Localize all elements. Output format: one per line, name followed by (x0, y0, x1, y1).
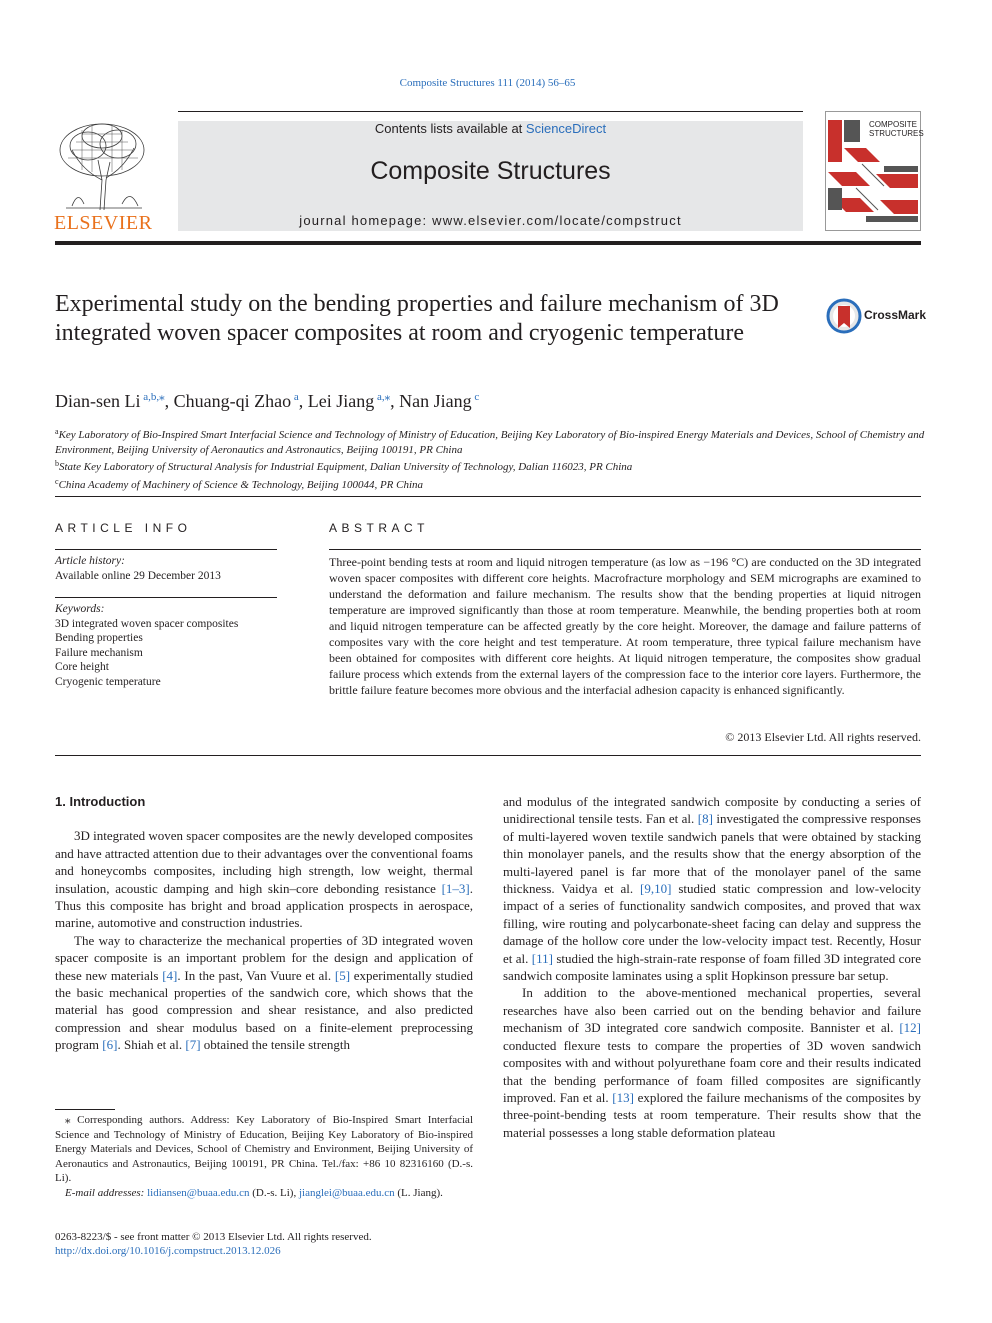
divider (55, 755, 921, 756)
keywords (55, 602, 277, 689)
reference-link[interactable]: [9,10] (640, 881, 672, 897)
keyword-item: Bending properties (55, 632, 143, 644)
author-name: Lei Jiang (307, 391, 375, 411)
bottom-meta (55, 1230, 555, 1258)
crossmark-icon (826, 298, 862, 334)
author-affiliation-mark[interactable]: a,⁎ (374, 391, 391, 403)
corresponding-author-note: ⁎ Corresponding authors. Address: Key Laboratory of Bio-Inspired Smart Interfacial Science and Technology of Ministry of Education, Beijing Key Laboratory of Bio-inspired Energy Materials and Devices, School of Chemistry and Environment, Beijing University of Aeronautics and Astronautics, Beijing 100191, PR China. Tel./fax: +86 10 82316160 (D.-s. Li). (55, 1114, 473, 1184)
reference-link[interactable]: [4] (162, 967, 178, 983)
contents-prefix: Contents lists available at (374, 121, 526, 136)
divider (55, 496, 921, 497)
text-run: conducted flexure tests to compare the properties of 3D woven sandwich composites with and without polyurethane foam core and their results indicated that the bending performance of foam filled composites are significantly improved. Fan et al. (503, 1037, 921, 1105)
doi-link[interactable]: http://dx.doi.org/10.1016/j.compstruct.2013.12.026 (55, 1245, 281, 1257)
article-info-heading: ARTICLE INFO (55, 521, 192, 535)
affiliation-item (55, 457, 925, 475)
email-owner: (L. Jiang). (394, 1186, 443, 1199)
elsevier-tree-icon (52, 120, 156, 212)
keyword-item: Cryogenic temperature (55, 675, 161, 688)
text-run: The way to characterize the mechanical properties of 3D integrated woven spacer composite is an important problem for the design and application of these new materials (55, 932, 473, 983)
article-history (55, 554, 277, 583)
section-heading: 1. Introduction (55, 794, 146, 809)
elsevier-wordmark: ELSEVIER (54, 212, 153, 234)
abstract-text: Three-point bending tests at room and liquid nitrogen temperature (as low as −196 °C) are conducted on the 3D integrated woven spacer composites with different core heights. Macrofracture morphology and SEM micrographs are examined to understand the deformation and failure mechanism. The results show that the bending properties at liquid nitrogen temperature are improved significantly than those at room temperature. Meanwhile, the bending properties both at room and liquid nitrogen temperature can be affected greatly by the core height. Moreover, the damage and failure patterns of composites vary with the core height and test temperature. At room temperature, three typical failure mechanism have been obtained for composites with different core heights. At liquid nitrogen temperature, the composites show gradual failure process which extends from the external layers of the compression face to the interior core layers. Furthermore, the brittle failure feature becomes more obvious and the interfacial adhesion capacity is enhanced significantly. (329, 555, 921, 697)
text-run: and modulus of the integrated sandwich composite by conducting a series of unidirectional tensile tests. Fan et al. (503, 794, 921, 827)
crossmark-badge[interactable] (826, 298, 926, 334)
affiliation-text: China Academy of Machinery of Science & Technology, Beijing 100044, PR China (58, 478, 424, 491)
author-affiliation-mark[interactable]: a (291, 391, 299, 403)
email-line (55, 1186, 473, 1201)
text-run: 3D integrated woven spacer composites are the newly developed composites and have attracted attention due to their advantages over the conventional foams and honeycombs composites, including high strength, low weight, thermal insulation, acoustic damping and high skin–core debonding resistance (55, 828, 473, 896)
text-run: . Shiah et al. (117, 1037, 186, 1053)
keyword-item: 3D integrated woven spacer composites (55, 617, 239, 630)
elsevier-logo (52, 120, 156, 235)
sciencedirect-link[interactable]: ScienceDirect (525, 121, 607, 136)
reference-link[interactable]: [11] (531, 950, 553, 966)
abstract-copyright: © 2013 Elsevier Ltd. All rights reserved. (725, 730, 921, 744)
email-link[interactable]: lidiansen@buaa.edu.cn (147, 1186, 250, 1199)
author-separator: , (164, 391, 174, 411)
author-name: Chuang-qi Zhao (173, 391, 292, 411)
author-affiliation-mark[interactable]: c (471, 391, 480, 403)
email-label: E-mail addresses: (65, 1186, 148, 1199)
reference-link[interactable]: [5] (334, 967, 351, 983)
cover-title-line2: STRUCTURES (869, 129, 924, 138)
reference-link[interactable]: [6] (102, 1037, 118, 1053)
text-run: investigated the compressive responses of multi-layered woven textile sandwich panels that were obtained by stacking thin monolayer panels, and the results show that the energy absorption of the multi-layered panel is far more that of the monolayer panel of the same thickness. Vaidya et al. (503, 811, 921, 897)
footnote (55, 1113, 473, 1200)
keywords-label: Keywords: (55, 603, 105, 615)
reference-link[interactable]: [7] (185, 1037, 201, 1053)
journal-header (178, 121, 803, 231)
reference-link[interactable]: [13] (612, 1089, 634, 1105)
homepage-prefix: journal homepage: (299, 213, 433, 228)
journal-homepage (178, 213, 803, 228)
affiliation-text: Key Laboratory of Bio-Inspired Smart Interfacial Science and Technology of Ministry of Education, Beijing Key Laboratory of Bio-inspired Energy Materials and Devices, School of Chemistry and Environment, Beijing University of Aeronautics and Astronautics, Beijing 100191, PR China (55, 429, 925, 456)
cover-title-line1: COMPOSITE (869, 120, 918, 129)
text-run: obtained the tensile strength (200, 1037, 350, 1053)
header-rule (178, 111, 803, 112)
paragraph (503, 793, 921, 984)
paragraph (55, 932, 473, 1054)
author-separator: , (390, 391, 400, 411)
email-link[interactable]: jianglei@buaa.edu.cn (298, 1186, 395, 1199)
keyword-item: Core height (55, 661, 109, 673)
text-run: . Thus this composite has bright and broad application prospects in aerospace, marine, automotive and construction industries. (55, 880, 473, 931)
affiliation-mark: b (55, 459, 59, 468)
email-owner: (D.-s. Li), (249, 1186, 299, 1199)
divider (55, 549, 277, 550)
author-separator: , (298, 391, 308, 411)
text-run: In addition to the above-mentioned mechanical properties, several researches have also been carried out on the bending behavior and failure mechanism of 3D integrated core sandwich composite. Bannister et al. (503, 985, 921, 1036)
author-name: Nan Jiang (399, 391, 472, 411)
reference-link[interactable]: [12] (899, 1020, 921, 1036)
reference-link[interactable]: [8] (697, 811, 713, 827)
body-column-left (55, 793, 473, 1054)
text-run: experimentally studied the basic mechanical properties of the sandwich core, which shows that the material has good compression and shear resistance, and also predicted compression and shear modulus based on a finite-element preprocessing program (55, 967, 474, 1053)
author-affiliation-mark[interactable]: a,b,⁎ (140, 391, 165, 403)
affiliation-mark: c (55, 476, 59, 486)
keyword-item: Failure mechanism (55, 646, 143, 659)
footnote-rule (55, 1109, 115, 1110)
affiliation-mark: a (55, 427, 59, 436)
issn-line: 0263-8223/$ - see front matter © 2013 Elsevier Ltd. All rights reserved. (55, 1231, 372, 1243)
body-column-right (503, 793, 921, 1141)
text-run: studied static compression and low-velocity impact of a series of functionality sandwich composites, and proved that wax filling, wire routing and polycarbonate-sheet facing can delay and suppress the damage of the hollow core under the low-velocity impact test. Recently, Hosur et al. (503, 881, 921, 966)
paragraph (503, 984, 921, 1141)
journal-citation[interactable]: Composite Structures 111 (2014) 56–65 (399, 77, 576, 89)
affiliation-item (55, 475, 925, 493)
history-label: Article history: (55, 555, 125, 567)
text-run: explored the failure mechanisms of the composites by three-point-bending tests at room temperature. Their results show that the material possesses a long stable deformation plateau (503, 1089, 921, 1140)
affiliation-text: State Key Laboratory of Structural Analysis for Industrial Equipment, Dalian University of Technology, Dalian 116023, PR China (59, 461, 633, 473)
affiliation-item (55, 425, 925, 457)
divider (329, 549, 921, 550)
journal-name: Composite Structures (370, 157, 611, 185)
abstract-heading: ABSTRACT (329, 521, 430, 535)
journal-cover[interactable] (825, 111, 924, 231)
contents-line (178, 121, 803, 136)
author-list (55, 390, 479, 412)
header-thick-rule (55, 241, 921, 245)
history-value: Available online 29 December 2013 (55, 569, 221, 582)
affiliations (55, 425, 925, 492)
text-run: studied the high-strain-rate response of foam filled 3D integrated core sandwich composite laminates using a split Hopkinson pressure bar setup. (503, 950, 922, 984)
divider (55, 597, 277, 598)
reference-link[interactable]: [1–3] (441, 880, 470, 896)
crossmark-label: CrossMark (864, 308, 927, 322)
author-name: Dian-sen Li (55, 391, 141, 411)
text-run: . In the past, Van Vuure et al. (177, 967, 335, 983)
cover-title (869, 120, 924, 138)
homepage-url[interactable]: www.elsevier.com/locate/compstruct (432, 213, 682, 228)
article-title: Experimental study on the bending properties and failure mechanism of 3D integrated woven spacer composites at room and cryogenic temperature (55, 291, 779, 346)
paragraph (55, 827, 473, 931)
